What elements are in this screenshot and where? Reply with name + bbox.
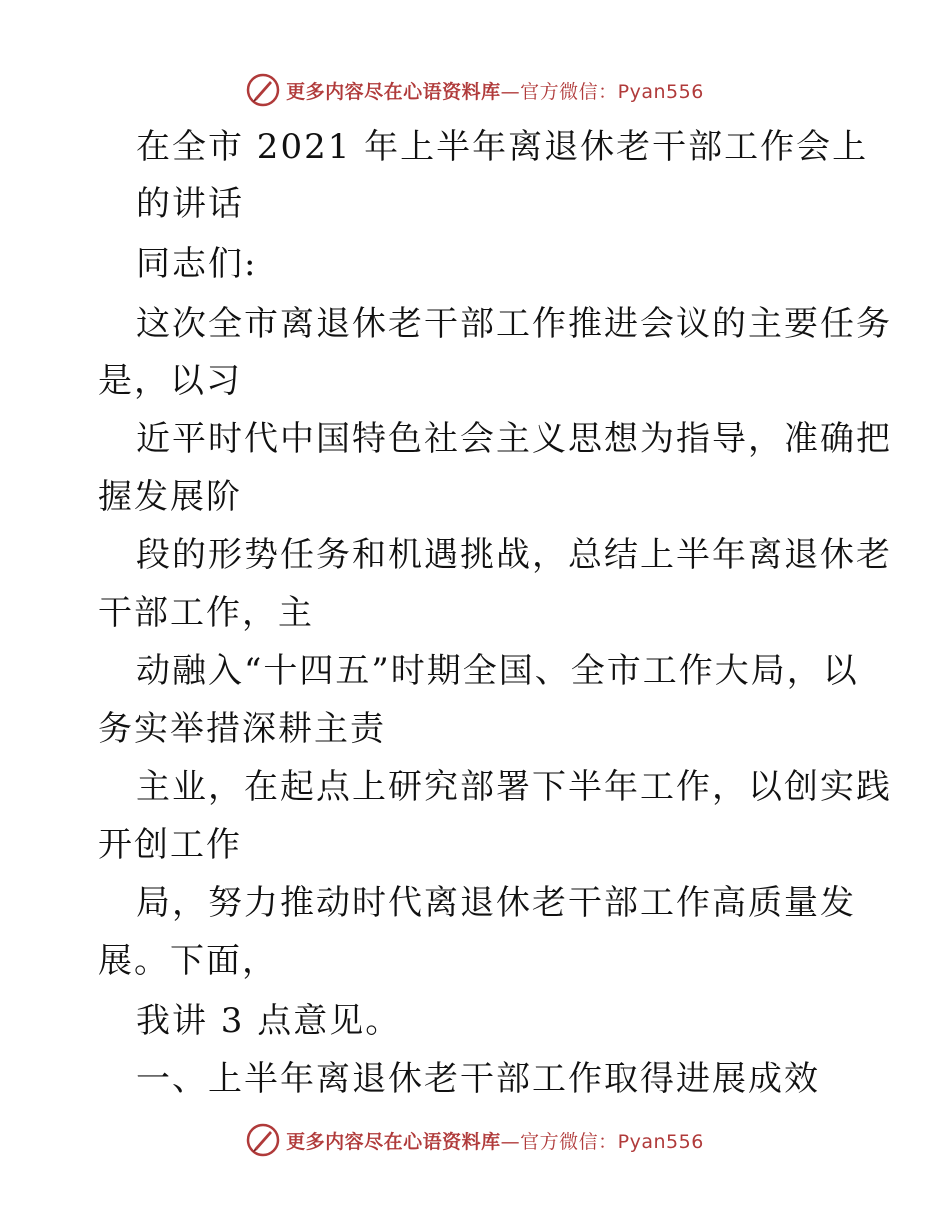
paragraph-line: 务实举措深耕主责	[98, 709, 386, 749]
paragraph-line: 主业，在起点上研究部署下半年工作，以创实践	[136, 767, 892, 807]
watermark-title: 更多内容尽在心语资料库	[286, 80, 501, 103]
paragraph-line: 我讲 3 点意见。	[136, 1001, 402, 1041]
paragraph-line: 局，努力推动时代离退休老干部工作高质量发	[136, 883, 856, 923]
paragraph-line: 段的形势任务和机遇挑战，总结上半年离退休老	[136, 535, 892, 575]
document-title-line-1: 在全市 2021 年上半年离退休老干部工作会上	[136, 127, 869, 167]
watermark-footer	[0, 1120, 950, 1160]
salutation: 同志们:	[136, 244, 258, 284]
paragraph-line: 展。下面，	[98, 941, 278, 981]
paragraph-line: 这次全市离退休老干部工作推进会议的主要任务	[136, 304, 892, 344]
watermark-title: 更多内容尽在心语资料库	[286, 1130, 501, 1153]
watermark-contact: —官方微信：Pyan556	[500, 1130, 704, 1153]
document-title-line-2: 的讲话	[136, 184, 244, 224]
paragraph-line: 近平时代中国特色社会主义思想为指导，准确把	[136, 419, 892, 459]
paragraph-line: 动融入“十四五”时期全国、全市工作大局，以	[136, 651, 859, 691]
section-heading: 一、上半年离退休老干部工作取得进展成效	[136, 1059, 820, 1099]
watermark-contact: —官方微信：Pyan556	[500, 80, 704, 103]
paragraph-line: 干部工作，主	[98, 593, 314, 633]
paragraph-line: 握发展阶	[98, 477, 242, 517]
watermark-text	[286, 1127, 704, 1154]
quill-logo-icon	[246, 1123, 280, 1157]
paragraph-line: 是，以习	[98, 361, 242, 401]
paragraph-line: 开创工作	[98, 825, 242, 865]
